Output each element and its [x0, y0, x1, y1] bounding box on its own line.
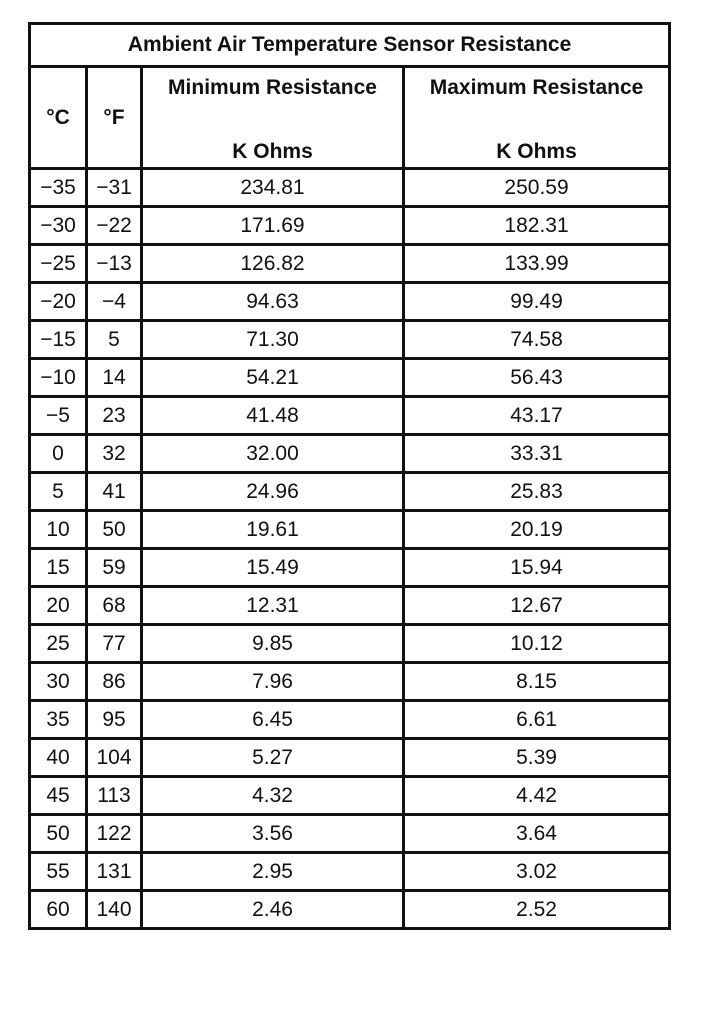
table-row	[30, 511, 670, 549]
cell-max-resistance: 6.61	[404, 701, 670, 739]
cell-fahrenheit: 122	[87, 815, 142, 853]
cell-min-resistance: 5.27	[142, 739, 404, 777]
cell-max-resistance: 20.19	[404, 511, 670, 549]
cell-min-resistance: 3.56	[142, 815, 404, 853]
table-row	[30, 739, 670, 777]
cell-max-resistance: 74.58	[404, 321, 670, 359]
header-fahrenheit: °F	[87, 67, 142, 169]
table-row	[30, 169, 670, 207]
resistance-table	[28, 22, 671, 930]
cell-celsius: −30	[30, 207, 87, 245]
cell-max-resistance: 25.83	[404, 473, 670, 511]
cell-min-resistance: 94.63	[142, 283, 404, 321]
table-row	[30, 701, 670, 739]
cell-max-resistance: 2.52	[404, 891, 670, 929]
cell-min-resistance: 6.45	[142, 701, 404, 739]
cell-fahrenheit: 68	[87, 587, 142, 625]
cell-max-resistance: 12.67	[404, 587, 670, 625]
cell-celsius: 45	[30, 777, 87, 815]
cell-fahrenheit: −4	[87, 283, 142, 321]
table-row	[30, 435, 670, 473]
cell-min-resistance: 41.48	[142, 397, 404, 435]
cell-fahrenheit: 41	[87, 473, 142, 511]
table-row	[30, 587, 670, 625]
cell-celsius: 35	[30, 701, 87, 739]
cell-fahrenheit: −22	[87, 207, 142, 245]
cell-max-resistance: 182.31	[404, 207, 670, 245]
cell-celsius: −25	[30, 245, 87, 283]
cell-fahrenheit: 77	[87, 625, 142, 663]
cell-fahrenheit: −31	[87, 169, 142, 207]
cell-min-resistance: 32.00	[142, 435, 404, 473]
table-row	[30, 207, 670, 245]
cell-fahrenheit: 32	[87, 435, 142, 473]
table-row	[30, 245, 670, 283]
cell-celsius: 5	[30, 473, 87, 511]
cell-fahrenheit: 86	[87, 663, 142, 701]
cell-celsius: 25	[30, 625, 87, 663]
cell-min-resistance: 24.96	[142, 473, 404, 511]
header-min-resistance	[142, 67, 404, 169]
cell-fahrenheit: 140	[87, 891, 142, 929]
cell-max-resistance: 3.64	[404, 815, 670, 853]
header-min-unit: K Ohms	[232, 139, 313, 163]
cell-fahrenheit: 14	[87, 359, 142, 397]
cell-max-resistance: 5.39	[404, 739, 670, 777]
title-row	[30, 24, 670, 67]
header-max-unit: K Ohms	[496, 139, 577, 163]
cell-min-resistance: 12.31	[142, 587, 404, 625]
cell-fahrenheit: −13	[87, 245, 142, 283]
cell-max-resistance: 15.94	[404, 549, 670, 587]
cell-max-resistance: 33.31	[404, 435, 670, 473]
cell-min-resistance: 15.49	[142, 549, 404, 587]
cell-celsius: 10	[30, 511, 87, 549]
cell-min-resistance: 19.61	[142, 511, 404, 549]
cell-celsius: −10	[30, 359, 87, 397]
table-row	[30, 473, 670, 511]
cell-max-resistance: 10.12	[404, 625, 670, 663]
cell-celsius: 50	[30, 815, 87, 853]
cell-max-resistance: 56.43	[404, 359, 670, 397]
cell-max-resistance: 4.42	[404, 777, 670, 815]
cell-fahrenheit: 131	[87, 853, 142, 891]
cell-min-resistance: 234.81	[142, 169, 404, 207]
cell-celsius: 60	[30, 891, 87, 929]
table-row	[30, 853, 670, 891]
cell-fahrenheit: 95	[87, 701, 142, 739]
cell-celsius: 30	[30, 663, 87, 701]
table-row	[30, 777, 670, 815]
table-row	[30, 663, 670, 701]
header-celsius: °C	[30, 67, 87, 169]
cell-min-resistance: 71.30	[142, 321, 404, 359]
cell-celsius: 20	[30, 587, 87, 625]
cell-celsius: 40	[30, 739, 87, 777]
table-row	[30, 625, 670, 663]
cell-fahrenheit: 23	[87, 397, 142, 435]
cell-celsius: −20	[30, 283, 87, 321]
cell-min-resistance: 4.32	[142, 777, 404, 815]
cell-min-resistance: 171.69	[142, 207, 404, 245]
table-row	[30, 283, 670, 321]
header-max-resistance	[404, 67, 670, 169]
table-row	[30, 891, 670, 929]
cell-min-resistance: 54.21	[142, 359, 404, 397]
cell-max-resistance: 8.15	[404, 663, 670, 701]
cell-fahrenheit: 113	[87, 777, 142, 815]
table-row	[30, 815, 670, 853]
table-row	[30, 359, 670, 397]
cell-min-resistance: 126.82	[142, 245, 404, 283]
cell-celsius: 55	[30, 853, 87, 891]
table-row	[30, 321, 670, 359]
cell-celsius: 0	[30, 435, 87, 473]
cell-celsius: −35	[30, 169, 87, 207]
cell-max-resistance: 3.02	[404, 853, 670, 891]
cell-fahrenheit: 59	[87, 549, 142, 587]
table-row	[30, 397, 670, 435]
header-max-label: Maximum Resistance	[429, 75, 644, 99]
cell-max-resistance: 43.17	[404, 397, 670, 435]
cell-min-resistance: 9.85	[142, 625, 404, 663]
cell-celsius: 15	[30, 549, 87, 587]
cell-min-resistance: 7.96	[142, 663, 404, 701]
table-row	[30, 549, 670, 587]
cell-min-resistance: 2.95	[142, 853, 404, 891]
cell-fahrenheit: 5	[87, 321, 142, 359]
cell-celsius: −15	[30, 321, 87, 359]
header-min-label: Minimum Resistance	[168, 75, 377, 99]
cell-max-resistance: 133.99	[404, 245, 670, 283]
cell-fahrenheit: 104	[87, 739, 142, 777]
cell-min-resistance: 2.46	[142, 891, 404, 929]
cell-celsius: −5	[30, 397, 87, 435]
cell-max-resistance: 99.49	[404, 283, 670, 321]
header-row	[30, 67, 670, 169]
cell-fahrenheit: 50	[87, 511, 142, 549]
table-title: Ambient Air Temperature Sensor Resistance	[30, 24, 670, 67]
cell-max-resistance: 250.59	[404, 169, 670, 207]
